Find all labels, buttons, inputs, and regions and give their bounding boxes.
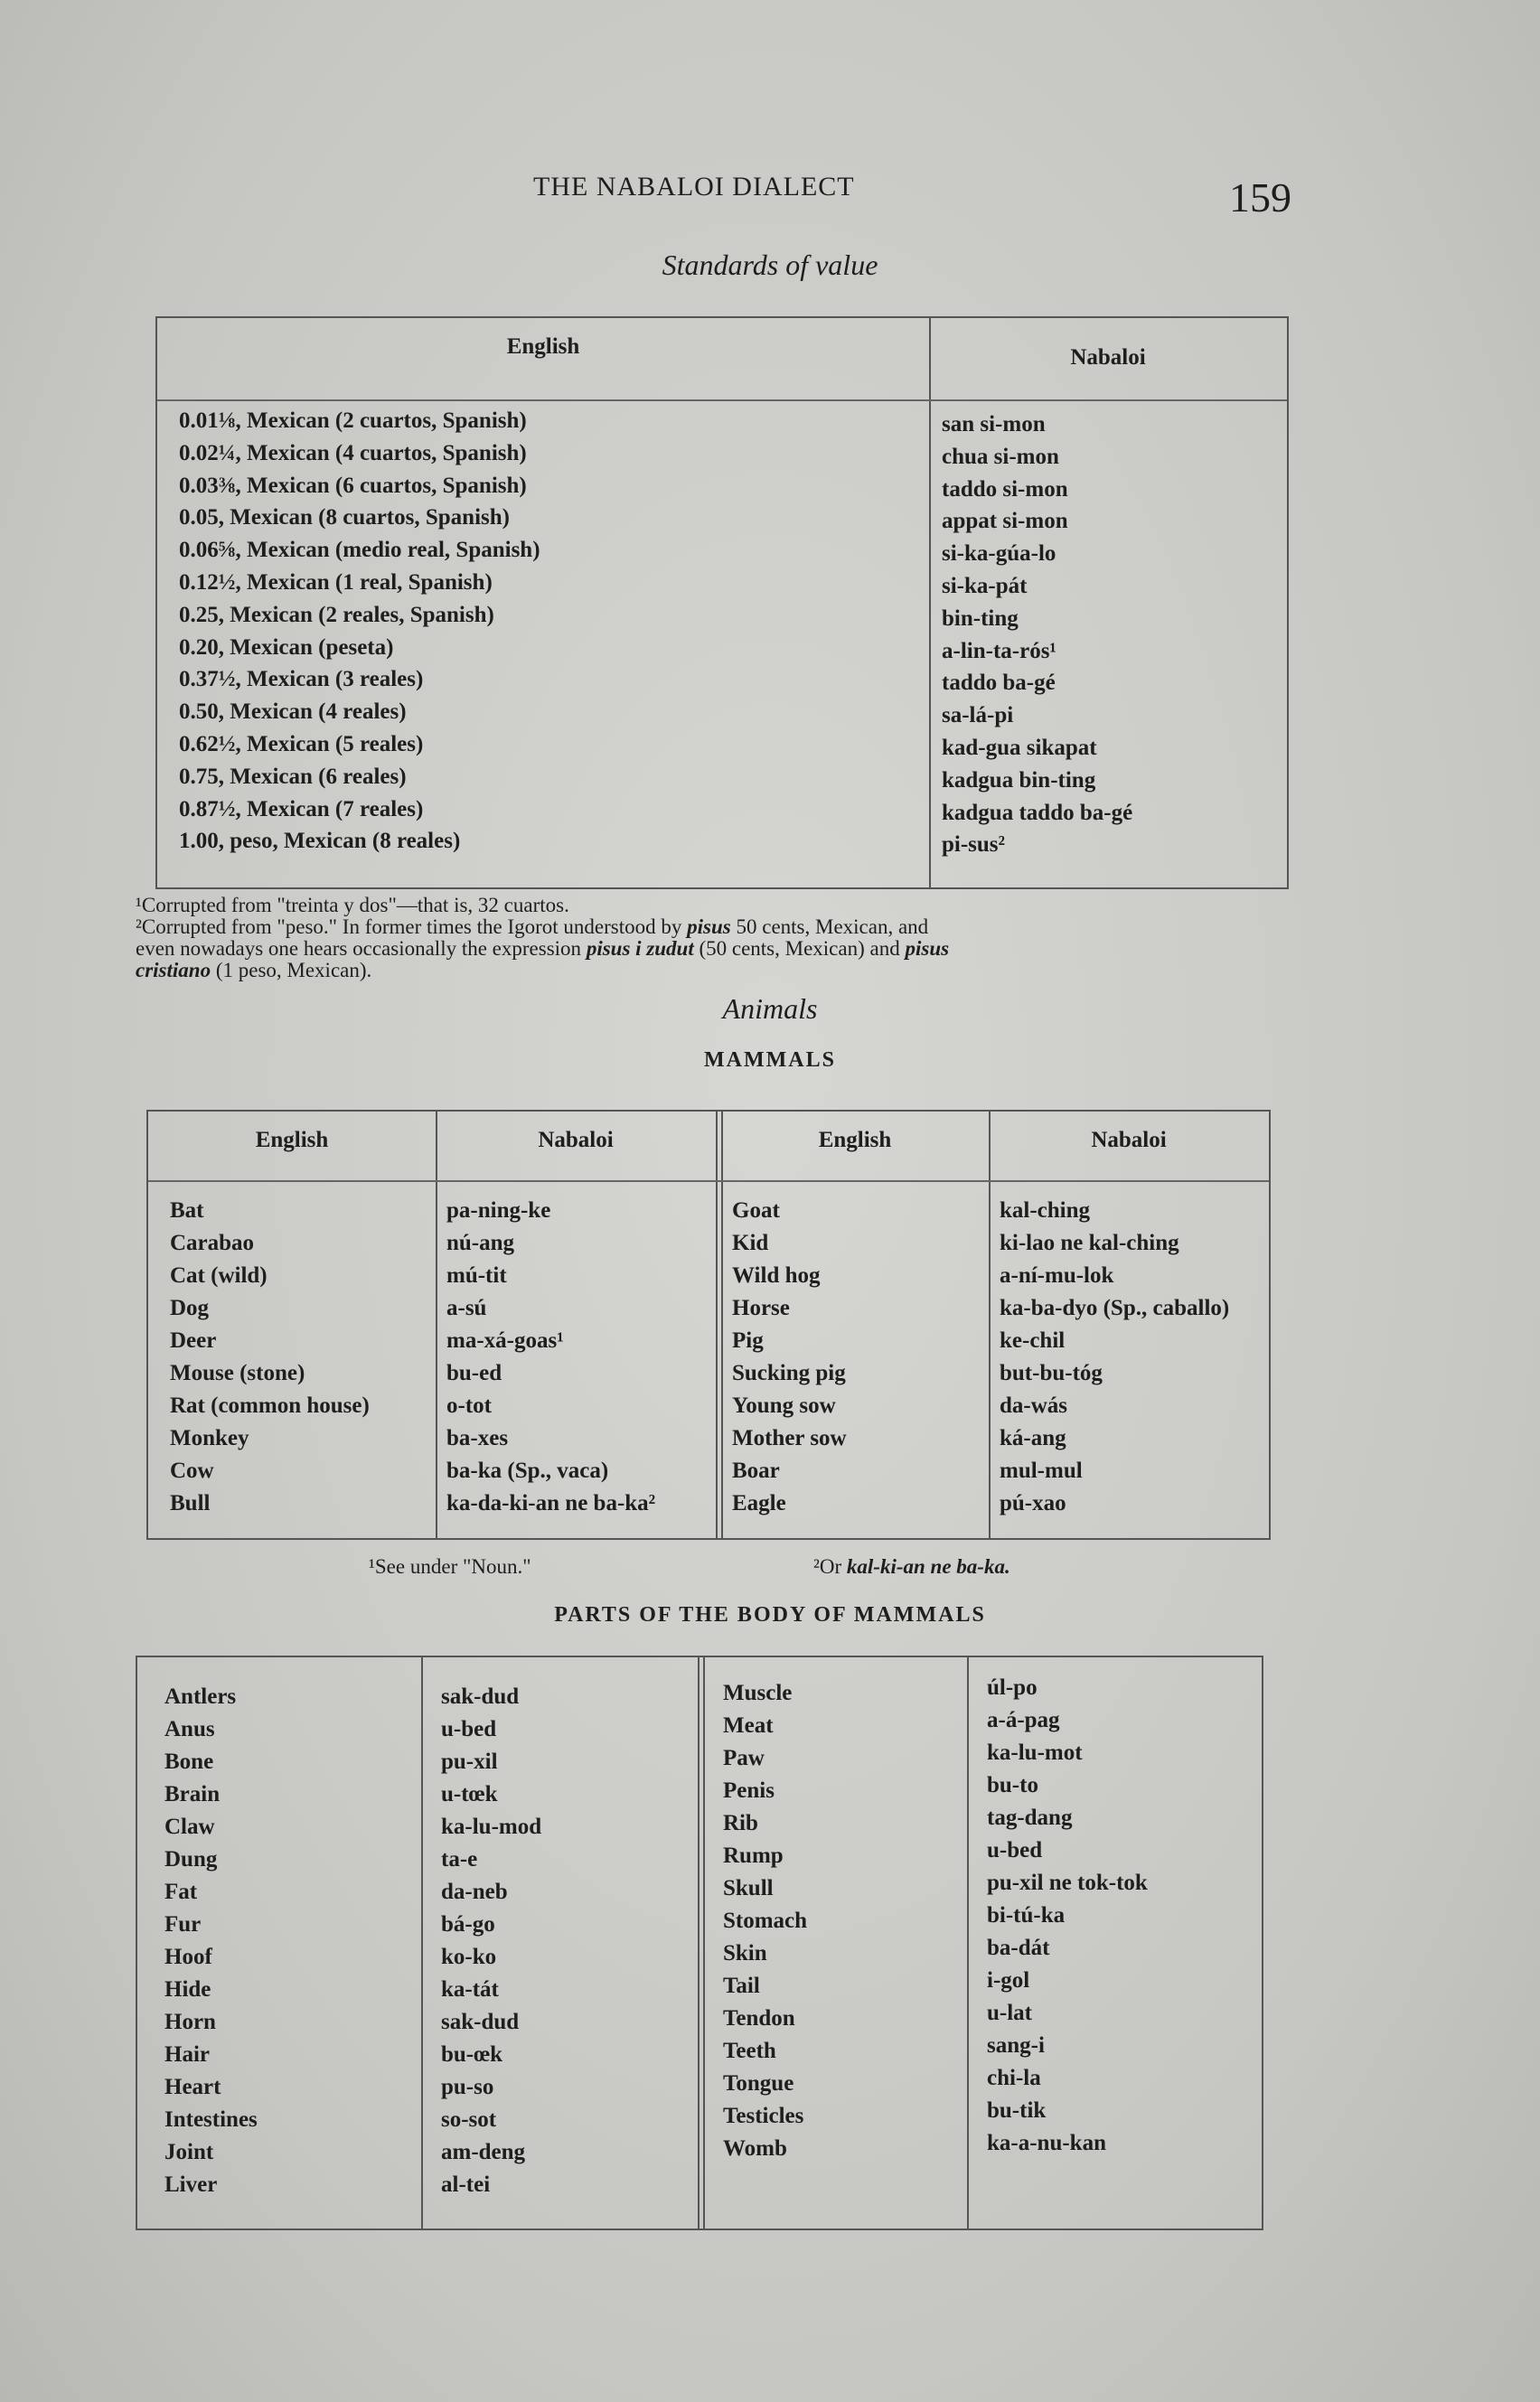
body-right-nabaloi xyxy=(987,1672,1148,2160)
column-divider xyxy=(721,1112,723,1538)
list-item: bu-ed xyxy=(446,1361,502,1385)
list-item: Sucking pig xyxy=(732,1361,846,1385)
list-item: Tongue xyxy=(723,2071,794,2096)
list-item: Heart xyxy=(164,2075,221,2099)
list-item: Muscle xyxy=(723,1681,793,1705)
list-item: Pig xyxy=(732,1328,764,1353)
list-item: Wild hog xyxy=(732,1263,821,1288)
list-item: Paw xyxy=(723,1746,765,1770)
mammals-footnote-1: ¹See under "Noun." xyxy=(369,1555,531,1578)
column-divider xyxy=(929,318,931,887)
list-item: Goat xyxy=(732,1198,780,1223)
list-item: Brain xyxy=(164,1782,221,1806)
standards-title: Standards of value xyxy=(662,249,878,281)
list-item: kadgua taddo ba-gé xyxy=(942,800,1133,825)
list-item: Rat (common house) xyxy=(170,1393,370,1418)
list-item: 1.00, peso, Mexican (8 reales) xyxy=(179,829,461,854)
list-item: Intestines xyxy=(164,2107,258,2132)
list-item: ká-ang xyxy=(1000,1426,1066,1450)
list-item: 0.37½, Mexican (3 reales) xyxy=(179,667,424,692)
list-item: so-sot xyxy=(441,2107,497,2132)
column-divider xyxy=(421,1657,423,2228)
list-item: Anus xyxy=(164,1717,215,1741)
list-item: taddo ba-gé xyxy=(942,671,1056,696)
list-item: mú-tit xyxy=(446,1263,507,1288)
list-item: sa-lá-pi xyxy=(942,703,1014,728)
list-item: u-tœk xyxy=(441,1782,498,1806)
list-item: Young sow xyxy=(732,1393,836,1418)
standards-table xyxy=(155,316,1289,889)
list-item: ta-e xyxy=(441,1847,478,1872)
list-item: nú-ang xyxy=(446,1231,515,1255)
mammals-left-nabaloi xyxy=(446,1195,655,1520)
list-item: Claw xyxy=(164,1815,215,1839)
list-item: i-gol xyxy=(987,1968,1030,1993)
mammals-left-english xyxy=(170,1195,370,1520)
list-item: chua si-mon xyxy=(942,444,1059,469)
list-item: úl-po xyxy=(987,1675,1038,1700)
list-item: ka-a-nu-kan xyxy=(987,2131,1106,2155)
list-item: 0.12½, Mexican (1 real, Spanish) xyxy=(179,569,493,595)
list-item: mul-mul xyxy=(1000,1459,1083,1483)
header-nabaloi: Nabaloi xyxy=(1091,1128,1167,1152)
list-item: al-tei xyxy=(441,2172,491,2197)
list-item: Fat xyxy=(164,1880,198,1904)
list-item: 0.02¼, Mexican (4 cuartos, Spanish) xyxy=(179,440,527,465)
list-item: sang-i xyxy=(987,2033,1045,2058)
list-item: da-neb xyxy=(441,1880,508,1904)
mammals-right-english xyxy=(732,1195,847,1520)
page-number: 159 xyxy=(1229,174,1291,220)
list-item: u-bed xyxy=(987,1838,1043,1862)
list-item: Skin xyxy=(723,1941,767,1966)
standards-english-list xyxy=(179,405,540,858)
list-item: Skull xyxy=(723,1876,774,1900)
body-left-nabaloi xyxy=(441,1681,541,2201)
list-item: bá-go xyxy=(441,1912,495,1937)
list-item: kad-gua sikapat xyxy=(942,735,1097,760)
column-divider xyxy=(436,1112,437,1538)
list-item: Cat (wild) xyxy=(170,1263,268,1288)
list-item: ki-lao ne kal-ching xyxy=(1000,1231,1179,1255)
header-english: English xyxy=(506,334,580,359)
list-item: pu-xil ne tok-tok xyxy=(987,1871,1148,1895)
list-item: a-sú xyxy=(446,1296,487,1320)
list-item: 0.50, Mexican (4 reales) xyxy=(179,699,407,725)
list-item: a-ní-mu-lok xyxy=(1000,1263,1114,1288)
header-nabaloi: Nabaloi xyxy=(538,1128,614,1152)
list-item: pu-so xyxy=(441,2075,494,2099)
list-item: appat si-mon xyxy=(942,509,1068,534)
list-item: Dung xyxy=(164,1847,218,1872)
list-item: tag-dang xyxy=(987,1806,1073,1830)
list-item: u-bed xyxy=(441,1717,497,1741)
list-item: chi-la xyxy=(987,2066,1041,2090)
list-item: Teeth xyxy=(723,2039,776,2063)
header-english: English xyxy=(818,1128,892,1152)
footnote-1: ¹Corrupted from "treinta y dos"—that is, 32 cuartos. xyxy=(136,894,569,916)
list-item: Tendon xyxy=(723,2006,795,2031)
list-item: u-lat xyxy=(987,2001,1032,2025)
list-item: Bat xyxy=(170,1198,204,1223)
column-divider xyxy=(716,1112,718,1538)
list-item: pi-sus² xyxy=(942,832,1006,858)
list-item: ba-xes xyxy=(446,1426,509,1450)
list-item: Carabao xyxy=(170,1231,255,1255)
list-item: pú-xao xyxy=(1000,1491,1066,1515)
list-item: but-bu-tóg xyxy=(1000,1361,1103,1385)
list-item: Horn xyxy=(164,2010,216,2034)
mammals-table xyxy=(146,1110,1271,1540)
list-item: pu-xil xyxy=(441,1750,498,1774)
list-item: ka-lu-mod xyxy=(441,1815,542,1839)
column-divider xyxy=(989,1112,991,1538)
list-item: 0.06⅝, Mexican (medio real, Spanish) xyxy=(179,538,540,563)
list-item: kal-ching xyxy=(1000,1198,1091,1223)
list-item: Bull xyxy=(170,1491,211,1515)
list-item: o-tot xyxy=(446,1393,492,1418)
list-item: 0.03⅜, Mexican (6 cuartos, Spanish) xyxy=(179,473,527,498)
list-item: bu-tik xyxy=(987,2098,1047,2123)
list-item: Deer xyxy=(170,1328,217,1353)
list-item: si-ka-gúa-lo xyxy=(942,541,1056,567)
list-item: sak-dud xyxy=(441,1684,520,1709)
body-parts-table xyxy=(136,1656,1263,2230)
list-item: Liver xyxy=(164,2172,218,2197)
list-item: 0.87½, Mexican (7 reales) xyxy=(179,796,424,821)
header-nabaloi: Nabaloi xyxy=(1070,345,1146,370)
column-divider xyxy=(703,1657,705,2228)
animals-title: Animals xyxy=(722,992,818,1025)
list-item: bu-to xyxy=(987,1773,1038,1797)
list-item: Rump xyxy=(723,1844,784,1868)
list-item: 0.75, Mexican (6 reales) xyxy=(179,764,407,789)
list-item: da-wás xyxy=(1000,1393,1068,1418)
list-item: 0.25, Mexican (2 reales, Spanish) xyxy=(179,602,494,627)
list-item: a-lin-ta-rós¹ xyxy=(942,638,1056,663)
list-item: ka-da-ki-an ne ba-ka² xyxy=(446,1491,656,1515)
list-item: san si-mon xyxy=(942,412,1046,436)
standards-nabaloi-list xyxy=(942,408,1132,861)
mammals-heading: MAMMALS xyxy=(704,1048,836,1072)
list-item: bi-tú-ka xyxy=(987,1903,1066,1928)
list-item: ka-ba-dyo (Sp., caballo) xyxy=(1000,1296,1230,1320)
list-item: Monkey xyxy=(170,1426,249,1450)
list-item: pa-ning-ke xyxy=(446,1198,551,1223)
list-item: 0.20, Mexican (peseta) xyxy=(179,634,394,660)
list-item: ke-chil xyxy=(1000,1328,1066,1353)
list-item: Testicles xyxy=(723,2104,804,2128)
list-item: sak-dud xyxy=(441,2010,520,2034)
list-item: Hair xyxy=(164,2042,210,2067)
list-item: ka-tát xyxy=(441,1977,499,2002)
list-item: Hide xyxy=(164,1977,211,2002)
list-item: ba-dát xyxy=(987,1936,1050,1960)
header-rule xyxy=(157,399,1287,401)
list-item: a-á-pag xyxy=(987,1708,1060,1732)
list-item: am-deng xyxy=(441,2140,526,2164)
list-item: Penis xyxy=(723,1778,775,1803)
list-item: Mouse (stone) xyxy=(170,1361,305,1385)
column-divider xyxy=(967,1657,969,2228)
list-item: ko-ko xyxy=(441,1945,497,1969)
list-item: taddo si-mon xyxy=(942,476,1068,502)
body-right-english xyxy=(723,1677,807,2165)
list-item: ka-lu-mot xyxy=(987,1741,1083,1765)
list-item: 0.05, Mexican (8 cuartos, Spanish) xyxy=(179,505,510,530)
list-item: Womb xyxy=(723,2136,787,2161)
list-item: Dog xyxy=(170,1296,210,1320)
body-left-english xyxy=(164,1681,258,2201)
column-divider xyxy=(698,1657,700,2228)
list-item: si-ka-pát xyxy=(942,573,1028,598)
list-item: Rib xyxy=(723,1811,758,1835)
header-rule xyxy=(148,1180,1269,1182)
list-item: Hoof xyxy=(164,1945,212,1969)
list-item: Horse xyxy=(732,1296,790,1320)
list-item: Bone xyxy=(164,1750,214,1774)
list-item: ma-xá-goas¹ xyxy=(446,1328,564,1353)
list-item: 0.62½, Mexican (5 reales) xyxy=(179,731,424,756)
footnote-2: ²Corrupted from "peso." In former times the Igorot understood by pisus 50 cents, Mexican, and even nowadays one hears occasionally the expression pisus i zudut (50 cents, Mexican) and pisus cristiano (1 peso, Mexican). xyxy=(136,915,950,981)
list-item: Tail xyxy=(723,1974,760,1998)
list-item: Mother sow xyxy=(732,1426,847,1450)
list-item: Kid xyxy=(732,1231,769,1255)
list-item: Antlers xyxy=(164,1684,237,1709)
list-item: Fur xyxy=(164,1912,202,1937)
list-item: 0.01⅛, Mexican (2 cuartos, Spanish) xyxy=(179,408,527,433)
list-item: Boar xyxy=(732,1459,780,1483)
list-item: ba-ka (Sp., vaca) xyxy=(446,1459,609,1483)
list-item: Cow xyxy=(170,1459,214,1483)
running-title: THE NABALOI DIALECT xyxy=(533,172,855,202)
list-item: Joint xyxy=(164,2140,214,2164)
list-item: bin-ting xyxy=(942,605,1019,631)
list-item: Meat xyxy=(723,1713,774,1738)
list-item: kadgua bin-ting xyxy=(942,767,1096,793)
mammals-right-nabaloi xyxy=(1000,1195,1229,1520)
list-item: Eagle xyxy=(732,1491,786,1515)
list-item: bu-œk xyxy=(441,2042,503,2067)
list-item: Stomach xyxy=(723,1909,808,1933)
header-english: English xyxy=(255,1128,329,1152)
body-parts-heading: PARTS OF THE BODY OF MAMMALS xyxy=(554,1603,986,1627)
mammals-footnote-2: ²Or kal-ki-an ne ba-ka. xyxy=(813,1555,1010,1578)
